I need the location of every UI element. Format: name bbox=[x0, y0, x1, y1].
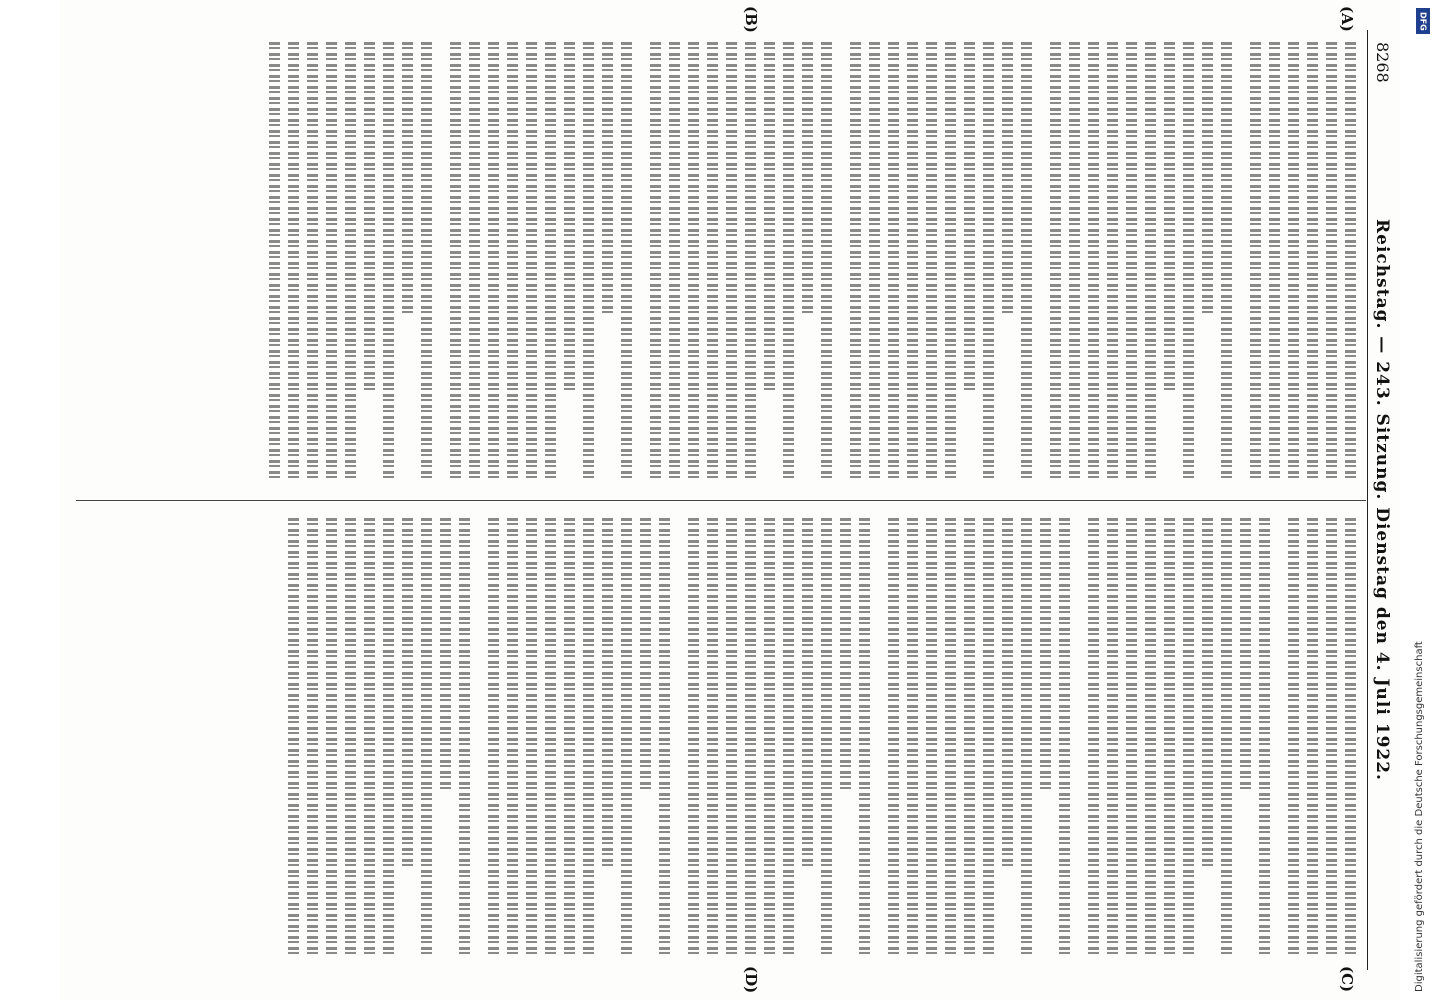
illegible-text bbox=[1183, 42, 1194, 482]
illegible-text bbox=[802, 42, 813, 315]
text-line bbox=[522, 42, 541, 482]
text-line bbox=[941, 518, 960, 958]
scanned-page bbox=[60, 0, 1400, 1000]
left-text-column bbox=[70, 42, 1360, 482]
illegible-text bbox=[564, 42, 575, 394]
text-line bbox=[322, 42, 341, 482]
illegible-text bbox=[383, 518, 394, 958]
text-line bbox=[779, 518, 798, 958]
margin-marker-a: (A) bbox=[1338, 6, 1356, 32]
text-line bbox=[1236, 518, 1255, 958]
illegible-text bbox=[764, 518, 775, 958]
illegible-text bbox=[1126, 518, 1137, 958]
text-line bbox=[1103, 518, 1122, 958]
illegible-text bbox=[469, 42, 480, 482]
illegible-text bbox=[307, 42, 318, 482]
text-line bbox=[798, 42, 817, 482]
illegible-text bbox=[345, 42, 356, 482]
illegible-text bbox=[802, 518, 813, 870]
illegible-text bbox=[1002, 42, 1013, 315]
page-number: 8268 bbox=[1373, 42, 1392, 83]
text-line bbox=[836, 42, 846, 482]
illegible-text bbox=[859, 518, 870, 958]
illegible-text bbox=[1288, 42, 1299, 482]
text-line bbox=[417, 518, 436, 958]
illegible-text bbox=[440, 518, 451, 791]
dfg-logo: DFG bbox=[1416, 8, 1430, 34]
text-line bbox=[303, 518, 322, 958]
text-line bbox=[1303, 42, 1322, 482]
illegible-text bbox=[507, 518, 518, 958]
text-line bbox=[998, 42, 1017, 482]
text-line bbox=[817, 518, 836, 958]
text-line bbox=[1341, 518, 1360, 958]
text-line bbox=[979, 518, 998, 958]
text-line bbox=[703, 518, 722, 958]
illegible-text bbox=[602, 42, 613, 315]
illegible-text bbox=[726, 42, 737, 482]
text-line bbox=[579, 518, 598, 958]
illegible-text bbox=[1307, 518, 1318, 958]
text-line bbox=[1179, 518, 1198, 958]
text-line bbox=[1055, 518, 1074, 958]
text-line bbox=[617, 42, 636, 482]
illegible-text bbox=[459, 518, 470, 958]
illegible-text bbox=[783, 518, 794, 958]
text-line bbox=[436, 518, 455, 958]
illegible-text bbox=[1269, 42, 1280, 482]
text-line bbox=[684, 518, 703, 958]
text-line bbox=[1017, 42, 1036, 482]
text-line bbox=[922, 518, 941, 958]
illegible-text bbox=[869, 42, 880, 482]
text-line bbox=[884, 518, 903, 958]
text-line bbox=[1265, 42, 1284, 482]
text-line bbox=[646, 42, 665, 482]
illegible-text bbox=[1326, 42, 1337, 482]
margin-marker-d: (D) bbox=[742, 966, 760, 994]
text-line bbox=[979, 42, 998, 482]
illegible-text bbox=[964, 518, 975, 958]
text-line bbox=[665, 42, 684, 482]
illegible-text bbox=[450, 42, 461, 482]
illegible-text bbox=[964, 42, 975, 394]
text-line bbox=[360, 518, 379, 958]
text-line bbox=[674, 518, 684, 958]
illegible-text bbox=[1202, 42, 1213, 315]
text-line bbox=[1065, 42, 1084, 482]
text-line bbox=[484, 42, 503, 482]
text-line bbox=[598, 518, 617, 958]
text-line bbox=[274, 518, 284, 958]
illegible-text bbox=[707, 42, 718, 482]
text-line bbox=[960, 42, 979, 482]
text-line bbox=[541, 42, 560, 482]
text-line bbox=[522, 518, 541, 958]
text-line bbox=[1322, 42, 1341, 482]
illegible-text bbox=[1107, 518, 1118, 958]
illegible-text bbox=[602, 518, 613, 870]
illegible-text bbox=[1164, 42, 1175, 394]
illegible-text bbox=[1164, 518, 1175, 958]
text-line bbox=[741, 518, 760, 958]
illegible-text bbox=[583, 518, 594, 958]
text-line bbox=[284, 42, 303, 482]
text-line bbox=[541, 518, 560, 958]
illegible-text bbox=[1059, 518, 1070, 958]
text-line bbox=[722, 42, 741, 482]
text-line bbox=[760, 42, 779, 482]
illegible-text bbox=[364, 42, 375, 394]
illegible-text bbox=[1240, 518, 1251, 791]
illegible-text bbox=[745, 42, 756, 482]
margin-marker-b: (B) bbox=[742, 6, 760, 33]
text-line bbox=[474, 518, 484, 958]
text-line bbox=[1103, 42, 1122, 482]
illegible-text bbox=[659, 518, 670, 958]
illegible-text bbox=[907, 518, 918, 958]
illegible-text bbox=[1202, 518, 1213, 870]
illegible-text bbox=[1183, 518, 1194, 958]
text-line bbox=[360, 42, 379, 482]
text-line bbox=[1084, 518, 1103, 958]
illegible-text bbox=[288, 42, 299, 482]
illegible-text bbox=[983, 518, 994, 958]
text-line bbox=[398, 518, 417, 958]
illegible-text bbox=[1002, 518, 1013, 870]
text-line bbox=[446, 42, 465, 482]
illegible-text bbox=[821, 42, 832, 482]
text-line bbox=[1122, 42, 1141, 482]
text-line bbox=[636, 518, 655, 958]
illegible-text bbox=[326, 42, 337, 482]
illegible-text bbox=[1221, 518, 1232, 958]
illegible-text bbox=[669, 42, 680, 482]
illegible-text bbox=[326, 518, 337, 958]
illegible-text bbox=[288, 518, 299, 958]
text-line bbox=[1141, 518, 1160, 958]
illegible-text bbox=[526, 518, 537, 958]
illegible-text bbox=[526, 42, 537, 482]
text-line bbox=[798, 518, 817, 958]
illegible-text bbox=[707, 518, 718, 958]
illegible-text bbox=[621, 518, 632, 958]
illegible-text bbox=[945, 518, 956, 958]
text-line bbox=[617, 518, 636, 958]
text-line bbox=[465, 42, 484, 482]
text-line bbox=[1160, 42, 1179, 482]
illegible-text bbox=[564, 518, 575, 958]
text-line bbox=[379, 518, 398, 958]
illegible-text bbox=[640, 518, 651, 791]
text-line bbox=[379, 42, 398, 482]
illegible-text bbox=[421, 42, 432, 482]
illegible-text bbox=[821, 518, 832, 958]
text-line bbox=[1074, 518, 1084, 958]
illegible-text bbox=[907, 42, 918, 482]
text-line bbox=[998, 518, 1017, 958]
text-line bbox=[303, 42, 322, 482]
text-line bbox=[1141, 42, 1160, 482]
text-line bbox=[503, 42, 522, 482]
illegible-text bbox=[1040, 518, 1051, 791]
text-line bbox=[1341, 42, 1360, 482]
illegible-text bbox=[269, 42, 280, 482]
illegible-text bbox=[1145, 518, 1156, 958]
text-line bbox=[1122, 518, 1141, 958]
illegible-text bbox=[402, 518, 413, 870]
text-line bbox=[1198, 42, 1217, 482]
text-line bbox=[341, 42, 360, 482]
text-line bbox=[1303, 518, 1322, 958]
illegible-text bbox=[488, 42, 499, 482]
illegible-text bbox=[1050, 42, 1061, 482]
text-line bbox=[1274, 518, 1284, 958]
illegible-text bbox=[621, 42, 632, 482]
text-line bbox=[922, 42, 941, 482]
text-line bbox=[398, 42, 417, 482]
illegible-text bbox=[1088, 518, 1099, 958]
text-line bbox=[503, 518, 522, 958]
illegible-text bbox=[945, 42, 956, 482]
text-line bbox=[874, 518, 884, 958]
text-line bbox=[1036, 518, 1055, 958]
illegible-text bbox=[1259, 518, 1270, 958]
digitization-credit: Digitalisierung gefördert durch die Deutsche Forschungsgemeinschaft bbox=[1414, 641, 1425, 992]
header-rule bbox=[1367, 30, 1368, 970]
text-line bbox=[703, 42, 722, 482]
illegible-text bbox=[545, 42, 556, 482]
margin-marker-c: (C) bbox=[1338, 966, 1356, 993]
illegible-text bbox=[726, 518, 737, 958]
text-line bbox=[903, 42, 922, 482]
text-line bbox=[455, 518, 474, 958]
illegible-text bbox=[1126, 42, 1137, 482]
illegible-text bbox=[1088, 42, 1099, 482]
illegible-text bbox=[926, 42, 937, 482]
text-line bbox=[722, 518, 741, 958]
text-line bbox=[1017, 518, 1036, 958]
text-line bbox=[960, 518, 979, 958]
text-line bbox=[322, 518, 341, 958]
illegible-text bbox=[688, 518, 699, 958]
illegible-text bbox=[983, 42, 994, 482]
text-line bbox=[1284, 42, 1303, 482]
text-line bbox=[560, 42, 579, 482]
text-line bbox=[436, 42, 446, 482]
text-line bbox=[484, 518, 503, 958]
illegible-text bbox=[888, 518, 899, 958]
text-line bbox=[865, 42, 884, 482]
illegible-text bbox=[421, 518, 432, 958]
illegible-text bbox=[1021, 42, 1032, 482]
text-line bbox=[855, 518, 874, 958]
text-line bbox=[941, 42, 960, 482]
illegible-text bbox=[1069, 42, 1080, 482]
illegible-text bbox=[1250, 42, 1261, 482]
text-line bbox=[1084, 42, 1103, 482]
text-line bbox=[1179, 42, 1198, 482]
illegible-text bbox=[1345, 42, 1356, 482]
right-text-column bbox=[70, 518, 1360, 958]
illegible-text bbox=[307, 518, 318, 958]
text-line bbox=[598, 42, 617, 482]
text-line bbox=[1036, 42, 1046, 482]
text-line bbox=[560, 518, 579, 958]
illegible-text bbox=[688, 42, 699, 482]
illegible-text bbox=[345, 518, 356, 958]
text-line bbox=[341, 518, 360, 958]
text-line bbox=[1160, 518, 1179, 958]
illegible-text bbox=[926, 518, 937, 958]
illegible-text bbox=[583, 42, 594, 482]
text-line bbox=[1198, 518, 1217, 958]
illegible-text bbox=[888, 42, 899, 482]
illegible-text bbox=[1307, 42, 1318, 482]
text-line bbox=[817, 42, 836, 482]
column-rule bbox=[76, 500, 1366, 501]
illegible-text bbox=[1345, 518, 1356, 958]
illegible-text bbox=[1021, 518, 1032, 958]
text-line bbox=[1255, 518, 1274, 958]
illegible-text bbox=[840, 518, 851, 791]
text-line bbox=[417, 42, 436, 482]
text-line bbox=[884, 42, 903, 482]
illegible-text bbox=[1326, 518, 1337, 958]
illegible-text bbox=[545, 518, 556, 958]
illegible-text bbox=[783, 42, 794, 482]
text-line bbox=[684, 42, 703, 482]
illegible-text bbox=[745, 518, 756, 958]
illegible-text bbox=[1288, 518, 1299, 958]
text-line bbox=[265, 42, 284, 482]
text-line bbox=[760, 518, 779, 958]
illegible-text bbox=[1145, 42, 1156, 482]
illegible-text bbox=[850, 42, 861, 482]
text-line bbox=[1046, 42, 1065, 482]
text-line bbox=[846, 42, 865, 482]
illegible-text bbox=[1107, 42, 1118, 482]
text-line bbox=[1217, 518, 1236, 958]
text-line bbox=[1322, 518, 1341, 958]
running-head: Reichstag. — 243. Sitzung. Dienstag den 4. Juli 1922. bbox=[1372, 219, 1392, 781]
illegible-text bbox=[364, 518, 375, 958]
illegible-text bbox=[488, 518, 499, 958]
text-line bbox=[741, 42, 760, 482]
text-line bbox=[579, 42, 598, 482]
text-line bbox=[779, 42, 798, 482]
text-line bbox=[284, 518, 303, 958]
illegible-text bbox=[507, 42, 518, 482]
illegible-text bbox=[383, 42, 394, 482]
text-line bbox=[655, 518, 674, 958]
illegible-text bbox=[764, 42, 775, 394]
text-line bbox=[1246, 42, 1265, 482]
text-line bbox=[1236, 42, 1246, 482]
illegible-text bbox=[1221, 42, 1232, 482]
text-line bbox=[1217, 42, 1236, 482]
text-line bbox=[903, 518, 922, 958]
illegible-text bbox=[402, 42, 413, 315]
text-line bbox=[636, 42, 646, 482]
text-line bbox=[836, 518, 855, 958]
illegible-text bbox=[650, 42, 661, 482]
text-line bbox=[1284, 518, 1303, 958]
